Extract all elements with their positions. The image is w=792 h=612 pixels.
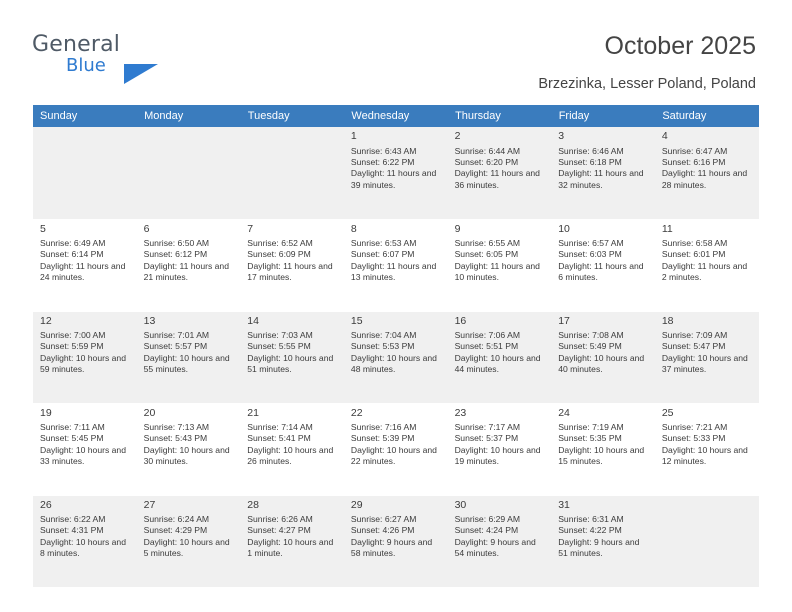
daylight-text: Daylight: 11 hours and 28 minutes. xyxy=(661,168,748,190)
sunrise-text: Sunrise: 6:26 AM xyxy=(247,514,313,525)
sunrise-text: Sunrise: 7:16 AM xyxy=(350,422,417,433)
sunset-text: Sunset: 6:09 PM xyxy=(247,249,311,260)
calendar-day-cell[interactable] xyxy=(655,219,759,311)
weekday-header-tuesday: Tuesday xyxy=(240,105,344,127)
sunset-text: Sunset: 4:29 PM xyxy=(143,525,208,536)
day-number: 30 xyxy=(454,498,467,511)
daylight-text: Daylight: 9 hours and 51 minutes. xyxy=(558,536,640,559)
sunset-text: Sunset: 6:18 PM xyxy=(558,156,622,167)
daylight-text: Daylight: 11 hours and 32 minutes. xyxy=(558,168,644,190)
day-number: 26 xyxy=(40,498,52,511)
daylight-text: Daylight: 10 hours and 5 minutes. xyxy=(143,536,230,559)
logo-text-blue: Blue xyxy=(66,55,106,76)
sunset-text: Sunset: 5:41 PM xyxy=(247,433,311,444)
calendar-day-cell[interactable] xyxy=(551,127,655,219)
daylight-text: Daylight: 11 hours and 17 minutes. xyxy=(247,260,333,283)
daylight-text: Daylight: 10 hours and 33 minutes. xyxy=(40,444,126,467)
sun-calendar-table xyxy=(33,105,759,588)
day-sun-info xyxy=(558,514,650,559)
day-number: 28 xyxy=(247,498,259,511)
day-sun-info xyxy=(144,514,236,559)
day-sun-info xyxy=(351,330,443,375)
day-sun-info xyxy=(662,146,754,191)
daylight-text: Daylight: 9 hours and 54 minutes. xyxy=(454,536,536,559)
sunset-text: Sunset: 5:45 PM xyxy=(40,433,104,444)
sunset-text: Sunset: 5:35 PM xyxy=(558,433,622,444)
calendar-day-cell-empty xyxy=(240,127,344,219)
sunset-text: Sunset: 6:16 PM xyxy=(661,156,726,167)
sunrise-text: Sunrise: 7:06 AM xyxy=(454,330,521,341)
calendar-day-cell[interactable] xyxy=(33,311,137,403)
day-number: 20 xyxy=(143,406,156,419)
logo xyxy=(32,34,212,75)
calendar-day-cell-empty xyxy=(655,495,759,587)
sunrise-text: Sunrise: 7:17 AM xyxy=(454,422,521,433)
day-number: 21 xyxy=(247,406,259,419)
calendar-day-cell[interactable] xyxy=(448,127,552,219)
day-number: 14 xyxy=(247,314,259,327)
sunset-text: Sunset: 4:31 PM xyxy=(40,525,104,536)
daylight-text: Daylight: 11 hours and 24 minutes. xyxy=(40,260,126,283)
daylight-text: Daylight: 11 hours and 39 minutes. xyxy=(350,168,437,190)
day-number: 5 xyxy=(40,222,46,235)
daylight-text: Daylight: 10 hours and 40 minutes. xyxy=(558,352,645,375)
day-sun-info xyxy=(455,422,547,467)
day-sun-info xyxy=(662,330,754,375)
calendar-day-cell[interactable] xyxy=(344,311,448,403)
daylight-text: Daylight: 10 hours and 51 minutes. xyxy=(247,352,334,375)
calendar-week-row xyxy=(33,127,759,219)
day-number: 3 xyxy=(558,130,565,142)
calendar-day-cell[interactable] xyxy=(551,495,655,587)
day-number: 1 xyxy=(350,130,357,142)
sunrise-text: Sunrise: 7:13 AM xyxy=(143,422,210,433)
day-sun-info xyxy=(40,514,132,559)
sunset-text: Sunset: 5:33 PM xyxy=(661,433,726,444)
calendar-day-cell[interactable] xyxy=(344,127,448,219)
sunrise-text: Sunrise: 6:52 AM xyxy=(247,238,313,249)
day-number: 18 xyxy=(661,314,674,327)
day-sun-info xyxy=(144,238,236,283)
daylight-text: Daylight: 11 hours and 13 minutes. xyxy=(350,260,437,283)
sunrise-text: Sunrise: 6:43 AM xyxy=(350,145,417,156)
daylight-text: Daylight: 10 hours and 1 minute. xyxy=(247,536,334,559)
calendar-day-cell[interactable] xyxy=(137,311,241,403)
day-sun-info xyxy=(662,238,754,283)
sunrise-text: Sunrise: 6:24 AM xyxy=(143,514,210,525)
sunset-text: Sunset: 4:24 PM xyxy=(454,525,519,536)
sunset-text: Sunset: 6:01 PM xyxy=(661,249,726,260)
calendar-day-cell[interactable] xyxy=(240,311,344,403)
sunrise-text: Sunrise: 7:03 AM xyxy=(247,330,313,341)
weekday-header-thursday: Thursday xyxy=(448,105,552,127)
sunrise-text: Sunrise: 6:49 AM xyxy=(40,238,106,249)
sunset-text: Sunset: 5:55 PM xyxy=(247,341,311,352)
calendar-day-cell[interactable] xyxy=(33,403,137,495)
day-sun-info xyxy=(351,238,443,283)
day-sun-info xyxy=(247,514,339,559)
daylight-text: Daylight: 10 hours and 59 minutes. xyxy=(40,352,126,375)
day-number: 22 xyxy=(350,406,363,419)
day-sun-info xyxy=(40,422,132,467)
day-sun-info xyxy=(558,330,650,375)
calendar-day-cell[interactable] xyxy=(448,495,552,587)
sunrise-text: Sunrise: 6:44 AM xyxy=(454,145,521,156)
day-number: 10 xyxy=(558,222,570,235)
daylight-text: Daylight: 10 hours and 15 minutes. xyxy=(558,444,645,467)
day-sun-info xyxy=(351,422,443,467)
day-number: 25 xyxy=(661,406,674,419)
day-sun-info xyxy=(247,330,339,375)
page-header xyxy=(0,0,792,100)
daylight-text: Daylight: 10 hours and 44 minutes. xyxy=(454,352,541,375)
weekday-header-wednesday: Wednesday xyxy=(344,105,448,127)
day-number: 13 xyxy=(143,314,156,327)
calendar-day-cell[interactable] xyxy=(33,495,137,587)
sunrise-text: Sunrise: 6:57 AM xyxy=(558,238,624,249)
sunset-text: Sunset: 6:22 PM xyxy=(350,156,415,167)
sunrise-text: Sunrise: 7:00 AM xyxy=(40,330,106,341)
sunset-text: Sunset: 4:22 PM xyxy=(558,525,622,536)
day-number: 2 xyxy=(454,130,461,142)
logo-text-general: General xyxy=(32,32,121,57)
calendar-day-cell[interactable] xyxy=(448,311,552,403)
sunset-text: Sunset: 5:47 PM xyxy=(661,341,726,352)
day-number: 16 xyxy=(454,314,467,327)
day-sun-info xyxy=(455,146,547,191)
sunset-text: Sunset: 4:27 PM xyxy=(247,525,311,536)
day-sun-info xyxy=(558,238,650,283)
daylight-text: Daylight: 10 hours and 48 minutes. xyxy=(350,352,437,375)
flag-icon xyxy=(124,64,158,84)
day-number: 17 xyxy=(558,314,570,327)
sunset-text: Sunset: 6:20 PM xyxy=(454,156,519,167)
sunset-text: Sunset: 6:03 PM xyxy=(558,249,622,260)
day-sun-info xyxy=(351,514,443,559)
calendar-day-cell[interactable] xyxy=(240,219,344,311)
sunrise-text: Sunrise: 7:01 AM xyxy=(143,330,210,341)
day-sun-info xyxy=(144,330,236,375)
day-sun-info xyxy=(351,146,443,191)
day-number: 24 xyxy=(558,406,570,419)
weekday-header-monday: Monday xyxy=(137,105,241,127)
calendar-day-cell[interactable] xyxy=(137,495,241,587)
calendar-day-cell[interactable] xyxy=(240,495,344,587)
day-sun-info xyxy=(558,422,650,467)
sunrise-text: Sunrise: 6:22 AM xyxy=(40,514,106,525)
calendar-day-cell[interactable] xyxy=(655,127,759,219)
calendar-day-cell[interactable] xyxy=(344,495,448,587)
daylight-text: Daylight: 9 hours and 58 minutes. xyxy=(350,536,433,559)
sunrise-text: Sunrise: 7:08 AM xyxy=(558,330,624,341)
calendar-day-cell[interactable] xyxy=(551,219,655,311)
day-number: 4 xyxy=(661,130,668,142)
calendar-day-cell[interactable] xyxy=(448,403,552,495)
sunset-text: Sunset: 5:57 PM xyxy=(143,341,208,352)
sunset-text: Sunset: 5:53 PM xyxy=(350,341,415,352)
day-number: 11 xyxy=(661,222,673,235)
weekday-header-row xyxy=(33,105,759,127)
daylight-text: Daylight: 10 hours and 19 minutes. xyxy=(454,444,541,467)
sunrise-text: Sunrise: 6:31 AM xyxy=(558,514,624,525)
day-number: 31 xyxy=(558,498,570,511)
sunset-text: Sunset: 4:26 PM xyxy=(350,525,415,536)
sunset-text: Sunset: 5:49 PM xyxy=(558,341,622,352)
daylight-text: Daylight: 10 hours and 37 minutes. xyxy=(661,352,748,375)
daylight-text: Daylight: 10 hours and 12 minutes. xyxy=(661,444,748,467)
sunrise-text: Sunrise: 7:21 AM xyxy=(661,422,728,433)
day-number: 29 xyxy=(350,498,363,511)
sunset-text: Sunset: 5:59 PM xyxy=(40,341,104,352)
daylight-text: Daylight: 11 hours and 6 minutes. xyxy=(558,260,644,283)
calendar-week-row xyxy=(33,311,759,403)
day-number: 7 xyxy=(247,222,254,235)
calendar-day-cell[interactable] xyxy=(655,403,759,495)
calendar-day-cell[interactable] xyxy=(448,219,552,311)
sunrise-text: Sunrise: 7:19 AM xyxy=(558,422,624,433)
sunset-text: Sunset: 5:51 PM xyxy=(454,341,519,352)
sunrise-text: Sunrise: 6:53 AM xyxy=(350,238,417,249)
sunset-text: Sunset: 5:43 PM xyxy=(143,433,208,444)
day-number: 27 xyxy=(143,498,156,511)
daylight-text: Daylight: 11 hours and 21 minutes. xyxy=(143,260,229,283)
day-sun-info xyxy=(455,514,547,559)
day-number: 8 xyxy=(350,222,357,235)
calendar-day-cell[interactable] xyxy=(137,403,241,495)
day-number: 12 xyxy=(40,314,52,327)
sunrise-text: Sunrise: 7:04 AM xyxy=(350,330,417,341)
day-number: 6 xyxy=(143,222,150,235)
sunrise-text: Sunrise: 6:27 AM xyxy=(350,514,417,525)
sunset-text: Sunset: 6:07 PM xyxy=(350,249,415,260)
page-title: October 2025 xyxy=(604,32,756,60)
day-number: 9 xyxy=(454,222,461,235)
day-number: 23 xyxy=(454,406,467,419)
daylight-text: Daylight: 10 hours and 30 minutes. xyxy=(143,444,230,467)
daylight-text: Daylight: 10 hours and 22 minutes. xyxy=(350,444,437,467)
sunrise-text: Sunrise: 6:55 AM xyxy=(454,238,521,249)
day-sun-info xyxy=(40,330,132,375)
location-subtitle: Brzezinka, Lesser Poland, Poland xyxy=(538,76,756,92)
daylight-text: Daylight: 11 hours and 2 minutes. xyxy=(661,260,748,283)
day-sun-info xyxy=(455,238,547,283)
calendar-day-cell[interactable] xyxy=(655,311,759,403)
calendar-day-cell[interactable] xyxy=(240,403,344,495)
daylight-text: Daylight: 10 hours and 26 minutes. xyxy=(247,444,334,467)
day-sun-info xyxy=(558,146,650,191)
weekday-header-saturday: Saturday xyxy=(655,105,759,127)
sunset-text: Sunset: 6:12 PM xyxy=(143,249,208,260)
calendar-day-cell[interactable] xyxy=(33,219,137,311)
day-sun-info xyxy=(144,422,236,467)
sunrise-text: Sunrise: 7:11 AM xyxy=(40,422,105,433)
day-sun-info xyxy=(40,238,132,283)
sunset-text: Sunset: 5:37 PM xyxy=(454,433,519,444)
day-sun-info xyxy=(247,238,339,283)
sunrise-text: Sunrise: 6:46 AM xyxy=(558,145,624,156)
sunrise-text: Sunrise: 6:50 AM xyxy=(143,238,210,249)
calendar-day-cell[interactable] xyxy=(551,403,655,495)
sunset-text: Sunset: 5:39 PM xyxy=(350,433,415,444)
day-sun-info xyxy=(455,330,547,375)
sunrise-text: Sunrise: 7:14 AM xyxy=(247,422,313,433)
sunset-text: Sunset: 6:14 PM xyxy=(40,249,104,260)
daylight-text: Daylight: 11 hours and 36 minutes. xyxy=(454,168,540,190)
calendar-day-cell[interactable] xyxy=(137,219,241,311)
day-sun-info xyxy=(247,422,339,467)
day-sun-info xyxy=(662,422,754,467)
calendar-week-row xyxy=(33,495,759,587)
calendar-day-cell[interactable] xyxy=(344,403,448,495)
day-number: 15 xyxy=(350,314,363,327)
calendar-day-cell[interactable] xyxy=(344,219,448,311)
calendar-day-cell[interactable] xyxy=(551,311,655,403)
weekday-header-sunday: Sunday xyxy=(33,105,137,127)
daylight-text: Daylight: 10 hours and 55 minutes. xyxy=(143,352,230,375)
day-number: 19 xyxy=(40,406,52,419)
sunrise-text: Sunrise: 7:09 AM xyxy=(661,330,728,341)
sunrise-text: Sunrise: 6:29 AM xyxy=(454,514,521,525)
sunrise-text: Sunrise: 6:58 AM xyxy=(661,238,728,249)
sunrise-text: Sunrise: 6:47 AM xyxy=(661,145,728,156)
weekday-header-friday: Friday xyxy=(551,105,655,127)
daylight-text: Daylight: 10 hours and 8 minutes. xyxy=(40,536,126,559)
calendar-day-cell-empty xyxy=(137,127,241,219)
calendar-week-row xyxy=(33,219,759,311)
calendar-week-row xyxy=(33,403,759,495)
calendar-day-cell-empty xyxy=(33,127,137,219)
sunset-text: Sunset: 6:05 PM xyxy=(454,249,519,260)
daylight-text: Daylight: 11 hours and 10 minutes. xyxy=(454,260,540,283)
